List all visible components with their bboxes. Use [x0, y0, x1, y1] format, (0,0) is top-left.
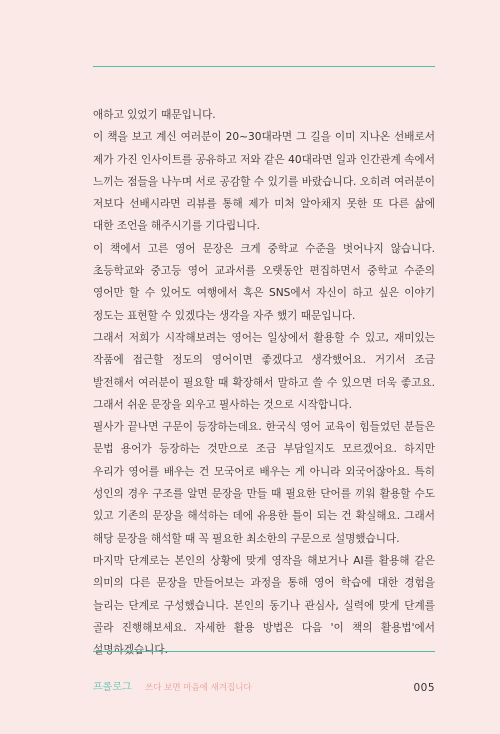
footer-subtitle: 쓰다 보면 마음에 새겨집니다 — [145, 683, 252, 693]
paragraph: 마지막 단계로는 본인의 상황에 맞게 영작을 해보거나 AI를 활용해 같은 의미의 다른 문장을 만들어보는 과정을 통해 영어 학습에 대한 경험을 늘리는 단계로 구성했습니다. 본인의 동기나 관심사, 실력에 맞게 단계를 골라 진행해보세요. 자세한 활용 방법은 다음 '이 책의 활용법'에서 설명하겠습니다. — [93, 554, 435, 657]
paragraph: 이 책에서 고른 영어 문장은 크게 중학교 수준을 벗어나지 않습니다. 초등학교와 중고등 영어 교과서를 오랫동안 편집하면서 중학교 수준의 영어만 할 수 있어도 여행에서 혹은 SNS에서 자신이 하고 싶은 이야기 정도는 표현할 수 있겠다는 생각을 자주 했기 때문입니다. — [93, 242, 435, 322]
paragraph: 애하고 있었기 때문입니다. — [93, 109, 216, 121]
footer-section-title: 프롤로그 — [93, 682, 132, 693]
body-text — [93, 104, 435, 661]
bottom-divider — [93, 651, 435, 652]
paragraph: 그래서 저희가 시작해보려는 영어는 일상에서 활용할 수 있고, 재미있는 작품에 접근할 정도의 영어이면 좋겠다고 생각했어요. 거기서 조금 발전해서 여러분이 필요할 때 확장해서 말하고 쓸 수 있으면 더욱 좋고요. 그래서 쉬운 문장을 외우고 필사하는 것으로 시작합니다. — [93, 331, 435, 411]
page-footer — [93, 681, 435, 701]
page-number: 005 — [413, 682, 435, 694]
top-divider — [93, 66, 435, 67]
paragraph: 이 책을 보고 계신 여러분이 20~30대라면 그 길을 이미 지나온 선배로서 제가 가진 인사이트를 공유하고 저와 같은 40대라면 일과 인간관계 속에서 느끼는 점들을 나누며 서로 공감할 수 있기를 바랐습니다. 오히려 여러분이 저보다 선배시라면 리뷰를 통해 제가 미처 알아채지 못한 또 다른 삶에 대한 조언을 해주시기를 기다립니다. — [93, 131, 435, 233]
paragraph: 필사가 끝나면 구문이 등장하는데요. 한국식 영어 교육이 힘들었던 분들은 문법 용어가 등장하는 것만으로 조금 부담일지도 모르겠어요. 하지만 우리가 영어를 배우는 건 모국어로 배우는 게 아니라 외국어잖아요. 특히 성인의 경우 구조를 알면 문장을 만들 때 필요한 단어를 끼워 활용할 수도 있고 기존의 문장을 해석하는 데에 유용한 틀이 되는 건 확실해요. 그래서 해당 문장을 해석할 때 꼭 필요한 최소한의 구문으로 설명했습니다. — [93, 421, 435, 545]
